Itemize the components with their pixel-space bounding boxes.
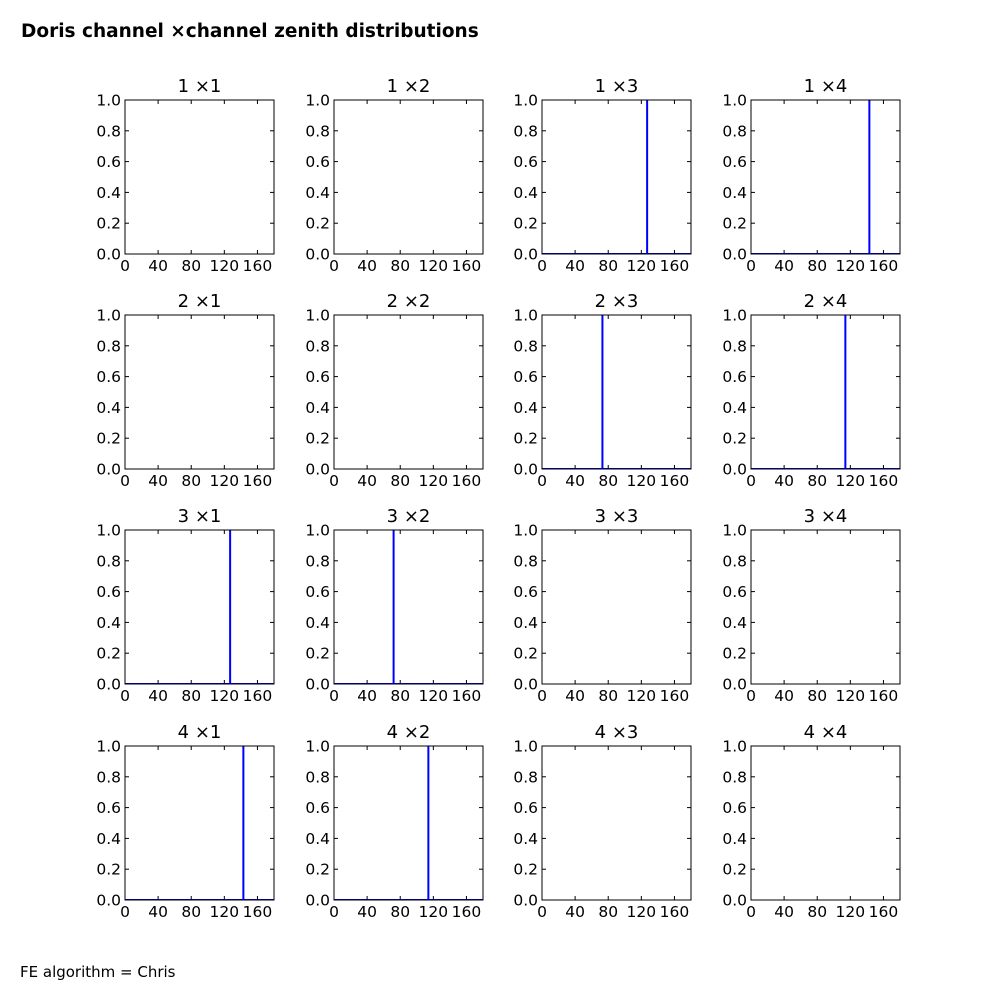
x-tick-label: 0: [329, 687, 339, 705]
x-tick-label: 0: [120, 472, 130, 490]
footer-note: FE algorithm = Chris: [20, 963, 176, 981]
panel-title: 3 ×1: [177, 506, 222, 527]
y-tick-label: 0.6: [305, 368, 330, 387]
x-tick-label: 160: [242, 472, 273, 490]
y-tick-label: 0.2: [722, 214, 747, 233]
x-tick-label: 80: [181, 903, 202, 921]
y-tick-label: 0.4: [305, 183, 330, 202]
y-tick-label: 0.6: [96, 153, 121, 172]
x-tick-label: 40: [357, 903, 377, 921]
axes-frame: [334, 746, 483, 900]
y-tick-label: 0.4: [305, 398, 330, 417]
y-tick-label: 0.8: [513, 122, 538, 141]
y-tick-label: 0.6: [722, 368, 747, 387]
y-tick-label: 0.4: [305, 613, 330, 632]
y-tick-label: 0.2: [96, 214, 121, 233]
panel-title: 4 ×4: [803, 722, 848, 743]
panel-title: 4 ×2: [386, 722, 431, 743]
axes-frame: [125, 315, 274, 469]
y-tick-label: 1.0: [305, 91, 330, 110]
x-tick-label: 80: [598, 687, 619, 705]
y-tick-label: 0.8: [722, 768, 747, 787]
x-tick-label: 120: [209, 472, 240, 490]
x-tick-label: 80: [390, 472, 411, 490]
y-tick-label: 0.0: [722, 891, 747, 910]
y-tick-label: 0.6: [513, 799, 538, 818]
y-tick-label: 0.4: [96, 398, 121, 417]
x-tick-label: 0: [537, 903, 547, 921]
x-tick-label: 40: [774, 687, 794, 705]
panel-3-4: [722, 506, 900, 705]
x-tick-label: 160: [868, 903, 899, 921]
axes-frame: [334, 530, 483, 684]
y-tick-label: 0.2: [96, 429, 121, 448]
y-tick-label: 0.2: [722, 860, 747, 879]
y-tick-label: 0.4: [305, 829, 330, 848]
y-tick-label: 0.8: [305, 552, 330, 571]
panel-2-2: [305, 291, 483, 490]
axes-frame: [751, 100, 900, 254]
x-tick-label: 0: [746, 903, 756, 921]
panel-1-2: [305, 76, 483, 275]
x-tick-label: 80: [598, 257, 619, 275]
y-tick-label: 1.0: [96, 521, 121, 540]
axes-frame: [125, 100, 274, 254]
y-tick-label: 0.8: [722, 552, 747, 571]
y-tick-label: 0.2: [305, 860, 330, 879]
y-tick-label: 1.0: [513, 306, 538, 325]
x-tick-label: 160: [868, 472, 899, 490]
x-tick-label: 160: [868, 257, 899, 275]
x-tick-label: 0: [329, 903, 339, 921]
y-tick-label: 0.4: [722, 398, 747, 417]
panel-title: 4 ×1: [177, 722, 222, 743]
y-tick-label: 1.0: [722, 91, 747, 110]
x-tick-label: 40: [148, 472, 168, 490]
panel-3-2: [305, 506, 483, 705]
y-tick-label: 0.6: [513, 583, 538, 602]
y-tick-label: 0.6: [96, 583, 121, 602]
axes-frame: [542, 100, 691, 254]
x-tick-label: 160: [659, 903, 690, 921]
x-tick-label: 160: [451, 472, 482, 490]
y-tick-label: 1.0: [513, 91, 538, 110]
y-tick-label: 0.0: [96, 460, 121, 479]
y-tick-label: 0.0: [513, 891, 538, 910]
y-tick-label: 1.0: [513, 737, 538, 756]
x-tick-label: 40: [774, 472, 794, 490]
axes-frame: [542, 315, 691, 469]
x-tick-label: 120: [626, 257, 657, 275]
y-tick-label: 0.4: [96, 183, 121, 202]
y-tick-label: 0.0: [513, 245, 538, 264]
panel-title: 3 ×3: [594, 506, 639, 527]
x-tick-label: 40: [774, 257, 794, 275]
x-tick-label: 0: [120, 903, 130, 921]
y-tick-label: 0.8: [513, 337, 538, 356]
y-tick-label: 1.0: [305, 306, 330, 325]
axes-frame: [542, 530, 691, 684]
x-tick-label: 80: [807, 687, 828, 705]
y-tick-label: 0.8: [96, 122, 121, 141]
y-tick-label: 0.4: [96, 613, 121, 632]
y-tick-label: 1.0: [96, 306, 121, 325]
x-tick-label: 80: [390, 903, 411, 921]
y-tick-label: 0.6: [305, 799, 330, 818]
panel-1-4: [722, 76, 900, 275]
y-tick-label: 0.0: [96, 675, 121, 694]
y-tick-label: 1.0: [722, 521, 747, 540]
panel-2-4: [722, 291, 900, 490]
axes-frame: [125, 746, 274, 900]
y-tick-label: 0.2: [722, 644, 747, 663]
x-tick-label: 0: [746, 257, 756, 275]
x-tick-label: 0: [329, 472, 339, 490]
y-tick-label: 0.2: [96, 644, 121, 663]
panel-title: 2 ×1: [177, 291, 222, 312]
x-tick-label: 160: [242, 257, 273, 275]
x-tick-label: 80: [390, 257, 411, 275]
y-tick-label: 1.0: [96, 737, 121, 756]
y-tick-label: 0.4: [722, 829, 747, 848]
y-tick-label: 0.8: [722, 122, 747, 141]
x-tick-label: 80: [181, 687, 202, 705]
axes-frame: [542, 746, 691, 900]
x-tick-label: 120: [835, 257, 866, 275]
panel-title: 1 ×3: [594, 76, 639, 97]
panel-title: 2 ×3: [594, 291, 639, 312]
x-tick-label: 160: [659, 472, 690, 490]
x-tick-label: 40: [774, 903, 794, 921]
x-tick-label: 80: [181, 257, 202, 275]
x-tick-label: 120: [626, 472, 657, 490]
y-tick-label: 0.2: [722, 429, 747, 448]
y-tick-label: 0.4: [513, 183, 538, 202]
y-tick-label: 0.6: [513, 368, 538, 387]
panel-title: 3 ×4: [803, 506, 848, 527]
x-tick-label: 160: [868, 687, 899, 705]
x-tick-label: 80: [807, 472, 828, 490]
y-tick-label: 0.0: [305, 891, 330, 910]
x-tick-label: 0: [120, 257, 130, 275]
panel-2-3: [513, 291, 691, 490]
panel-title: 4 ×3: [594, 722, 639, 743]
y-tick-label: 0.6: [305, 583, 330, 602]
x-tick-label: 120: [418, 257, 449, 275]
y-tick-label: 0.0: [722, 675, 747, 694]
y-tick-label: 0.0: [513, 460, 538, 479]
y-tick-label: 0.0: [96, 891, 121, 910]
x-tick-label: 80: [807, 257, 828, 275]
x-tick-label: 160: [451, 257, 482, 275]
x-tick-label: 0: [746, 472, 756, 490]
panel-title: 2 ×4: [803, 291, 848, 312]
panel-3-1: [96, 506, 274, 705]
y-tick-label: 0.8: [305, 337, 330, 356]
axes-frame: [125, 530, 274, 684]
y-tick-label: 0.8: [305, 122, 330, 141]
panel-1-1: [96, 76, 274, 275]
panel-title: 1 ×2: [386, 76, 431, 97]
x-tick-label: 40: [565, 257, 585, 275]
x-tick-label: 160: [242, 903, 273, 921]
axes-frame: [751, 746, 900, 900]
x-tick-label: 80: [181, 472, 202, 490]
y-tick-label: 0.8: [96, 337, 121, 356]
y-tick-label: 0.6: [305, 153, 330, 172]
x-tick-label: 120: [835, 687, 866, 705]
y-tick-label: 0.6: [96, 368, 121, 387]
panel-4-4: [722, 722, 900, 921]
y-tick-label: 0.0: [722, 460, 747, 479]
y-tick-label: 0.6: [722, 583, 747, 602]
x-tick-label: 40: [565, 903, 585, 921]
y-tick-label: 0.0: [305, 675, 330, 694]
x-tick-label: 120: [209, 903, 240, 921]
x-tick-label: 40: [148, 687, 168, 705]
y-tick-label: 1.0: [722, 737, 747, 756]
y-tick-label: 0.2: [96, 860, 121, 879]
panel-1-3: [513, 76, 691, 275]
x-tick-label: 120: [626, 687, 657, 705]
y-tick-label: 0.0: [305, 460, 330, 479]
y-tick-label: 0.2: [513, 429, 538, 448]
y-tick-label: 1.0: [305, 737, 330, 756]
panel-3-3: [513, 506, 691, 705]
figure-title: Doris channel ×channel zenith distributions: [21, 21, 479, 42]
axes-frame: [334, 315, 483, 469]
panel-title: 1 ×4: [803, 76, 848, 97]
x-tick-label: 160: [659, 687, 690, 705]
y-tick-label: 1.0: [722, 306, 747, 325]
x-tick-label: 0: [537, 472, 547, 490]
x-tick-label: 160: [451, 903, 482, 921]
panel-4-1: [96, 722, 274, 921]
x-tick-label: 120: [418, 903, 449, 921]
axes-frame: [334, 100, 483, 254]
y-tick-label: 0.4: [722, 183, 747, 202]
y-tick-label: 1.0: [513, 521, 538, 540]
y-tick-label: 0.0: [722, 245, 747, 264]
panel-title: 2 ×2: [386, 291, 431, 312]
y-tick-label: 0.8: [513, 768, 538, 787]
panel-grid: [96, 76, 900, 921]
x-tick-label: 0: [537, 257, 547, 275]
panel-4-2: [305, 722, 483, 921]
y-tick-label: 0.4: [96, 829, 121, 848]
x-tick-label: 0: [329, 257, 339, 275]
x-tick-label: 120: [626, 903, 657, 921]
x-tick-label: 120: [835, 903, 866, 921]
y-tick-label: 0.2: [305, 644, 330, 663]
y-tick-label: 1.0: [96, 91, 121, 110]
y-tick-label: 0.2: [305, 214, 330, 233]
y-tick-label: 0.0: [305, 245, 330, 264]
x-tick-label: 120: [418, 687, 449, 705]
panel-2-1: [96, 291, 274, 490]
y-tick-label: 0.4: [722, 613, 747, 632]
x-tick-label: 80: [390, 687, 411, 705]
y-tick-label: 0.6: [722, 799, 747, 818]
y-tick-label: 0.2: [513, 860, 538, 879]
panel-title: 1 ×1: [177, 76, 222, 97]
x-tick-label: 120: [418, 472, 449, 490]
y-tick-label: 0.8: [96, 768, 121, 787]
x-tick-label: 0: [537, 687, 547, 705]
y-tick-label: 0.0: [513, 675, 538, 694]
y-tick-label: 0.8: [722, 337, 747, 356]
y-tick-label: 0.8: [96, 552, 121, 571]
panel-4-3: [513, 722, 691, 921]
x-tick-label: 160: [659, 257, 690, 275]
x-tick-label: 40: [357, 687, 377, 705]
x-tick-label: 40: [148, 257, 168, 275]
x-tick-label: 40: [565, 472, 585, 490]
x-tick-label: 120: [209, 687, 240, 705]
y-tick-label: 0.4: [513, 613, 538, 632]
y-tick-label: 0.8: [513, 552, 538, 571]
x-tick-label: 120: [835, 472, 866, 490]
y-tick-label: 0.2: [513, 214, 538, 233]
x-tick-label: 120: [209, 257, 240, 275]
x-tick-label: 40: [565, 687, 585, 705]
x-tick-label: 80: [598, 903, 619, 921]
y-tick-label: 0.4: [513, 829, 538, 848]
y-tick-label: 1.0: [305, 521, 330, 540]
x-tick-label: 160: [242, 687, 273, 705]
x-tick-label: 80: [598, 472, 619, 490]
x-tick-label: 40: [357, 472, 377, 490]
x-tick-label: 0: [120, 687, 130, 705]
axes-frame: [751, 315, 900, 469]
x-tick-label: 40: [148, 903, 168, 921]
y-tick-label: 0.8: [305, 768, 330, 787]
x-tick-label: 40: [357, 257, 377, 275]
y-tick-label: 0.6: [513, 153, 538, 172]
y-tick-label: 0.0: [96, 245, 121, 264]
y-tick-label: 0.6: [722, 153, 747, 172]
x-tick-label: 80: [807, 903, 828, 921]
panel-title: 3 ×2: [386, 506, 431, 527]
x-tick-label: 0: [746, 687, 756, 705]
y-tick-label: 0.2: [305, 429, 330, 448]
x-tick-label: 160: [451, 687, 482, 705]
axes-frame: [751, 530, 900, 684]
y-tick-label: 0.6: [96, 799, 121, 818]
y-tick-label: 0.4: [513, 398, 538, 417]
y-tick-label: 0.2: [513, 644, 538, 663]
